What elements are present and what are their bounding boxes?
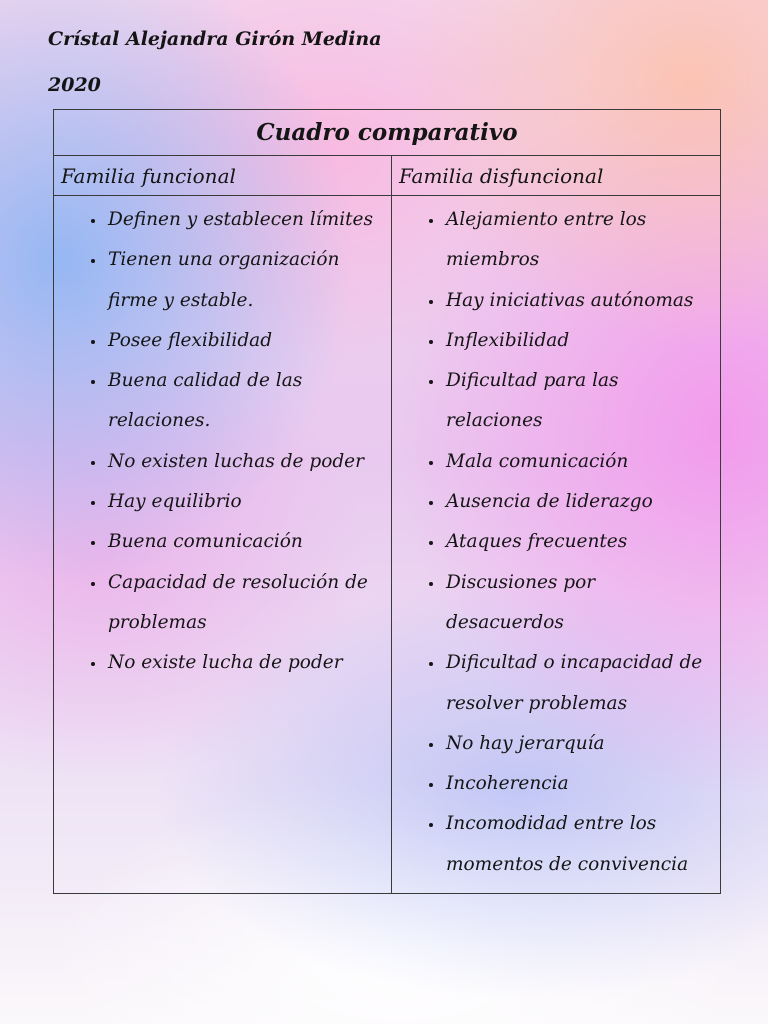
list-item: • No existe lucha de poder bbox=[106, 643, 383, 683]
functional-list bbox=[54, 196, 391, 692]
list-item: • Alejamiento entre los miembros bbox=[444, 200, 712, 281]
list-item: • No hay jerarquía bbox=[444, 724, 712, 764]
column-header-functional: Familia funcional bbox=[54, 156, 392, 196]
list-item: • Capacidad de resolución de problemas bbox=[106, 563, 383, 644]
dysfunctional-list bbox=[392, 196, 720, 893]
year-label: 2020 bbox=[48, 74, 101, 96]
header-row bbox=[54, 156, 721, 196]
list-item: • Incoherencia bbox=[444, 764, 712, 804]
list-item: • Inflexibilidad bbox=[444, 321, 712, 361]
list-item: • Buena comunicación bbox=[106, 522, 383, 562]
list-item: • Definen y establecen límites bbox=[106, 200, 383, 240]
title-row bbox=[54, 110, 721, 156]
content-row bbox=[54, 196, 721, 894]
list-item: • Incomodidad entre los momentos de convivencia bbox=[444, 804, 712, 885]
column-header-dysfunctional: Familia disfuncional bbox=[392, 156, 721, 196]
list-item: • Dificultad para las relaciones bbox=[444, 361, 712, 442]
list-item: • Discusiones por desacuerdos bbox=[444, 563, 712, 644]
list-item: • Hay iniciativas autónomas bbox=[444, 281, 712, 321]
author-name: Crístal Alejandra Girón Medina bbox=[48, 28, 382, 50]
list-item: • Mala comunicación bbox=[444, 442, 712, 482]
table-title: Cuadro comparativo bbox=[54, 110, 721, 156]
comparison-table bbox=[53, 109, 721, 894]
list-item: • Posee flexibilidad bbox=[106, 321, 383, 361]
list-item: • Dificultad o incapacidad de resolver problemas bbox=[444, 643, 712, 724]
dysfunctional-cell bbox=[392, 196, 721, 894]
list-item: • Ataques frecuentes bbox=[444, 522, 712, 562]
functional-cell bbox=[54, 196, 392, 894]
list-item: • Tienen una organización firme y estable. bbox=[106, 240, 383, 321]
list-item: • Hay equilibrio bbox=[106, 482, 383, 522]
list-item: • Buena calidad de las relaciones. bbox=[106, 361, 383, 442]
list-item: • No existen luchas de poder bbox=[106, 442, 383, 482]
list-item: • Ausencia de liderazgo bbox=[444, 482, 712, 522]
